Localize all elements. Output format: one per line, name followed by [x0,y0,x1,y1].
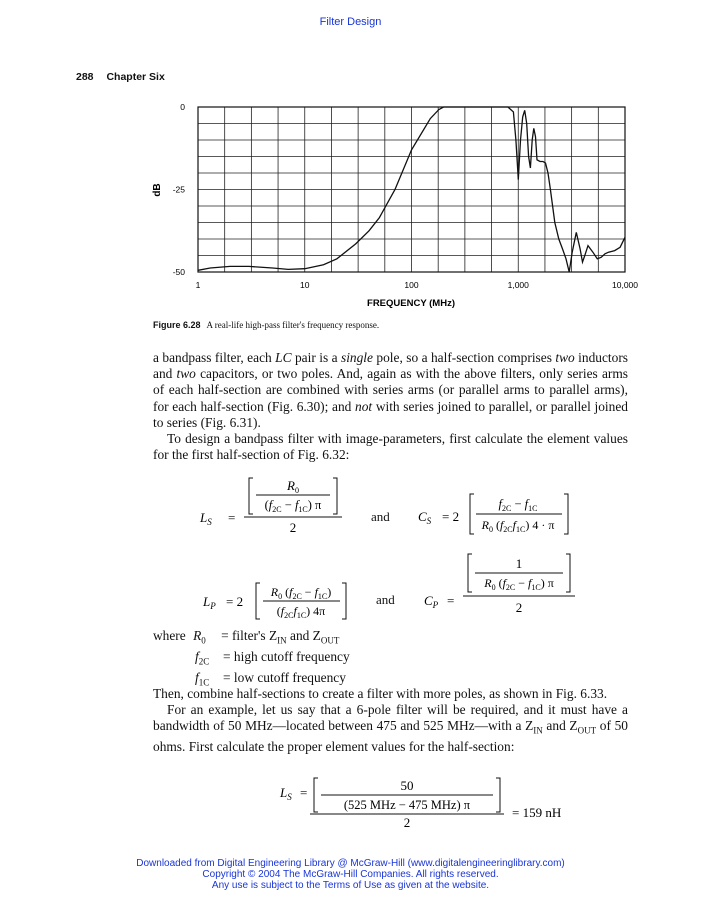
svg-text:= 2: = 2 [226,594,244,609]
svg-text:R0 (f2Cf1C) 4 · π: $R_0$ $(f_{2C}f_{1C}) 4 \cdot \pi$ [481,518,555,534]
svg-text:= 2: = 2 [442,509,460,524]
svg-text:=: = [300,785,308,800]
y-tick-label: -25 [172,184,185,195]
equation-cp [420,548,580,618]
x-tick-label: 10 [300,280,310,290]
footer-terms[interactable]: Any use is subject to the Terms of Use as given at the website. [211,880,490,891]
svg-text:CP: $C_P$ [424,593,439,610]
svg-text:(f2C − f1C) π: $(f_{2C} - f_{1C})$ π [264,498,322,514]
footer-copyright: Copyright © 2004 The McGraw-Hill Companies. All rights reserved. [202,869,499,880]
running-title-link[interactable]: Filter Design [319,16,382,28]
example-denominator: (525 MHz − 475 MHz) π [343,798,471,812]
figure-label: Figure 6.28 [153,320,201,330]
svg-text:R0 (f2C − f1C) π: $R_0$ $(f_{2C} - f_{1C})$ π [484,576,554,592]
example-numerator: 50 [400,778,414,793]
y-tick-label: 0 [180,102,185,112]
equation-ls [200,472,360,540]
x-tick-label: 1 [195,280,201,290]
body-text-block-2 [153,686,628,755]
x-tick-label: 1,000 [507,280,529,290]
chart-grid [198,107,625,272]
svg-text:(f2Cf1C) 4π: $(f_{2C}f_{1C})$ 4π [276,604,326,620]
svg-text:CS: $C_S$ [418,509,432,526]
definition-row: where $R_0$ = filter's $Z_{IN}$ and $Z_{OUT}$ [153,628,340,646]
page-number: 288 [76,71,94,83]
equation-lp [200,580,360,624]
figure-caption [153,320,379,330]
page-header [76,71,165,83]
svg-text:LS: $L_S$ [280,785,292,802]
svg-text:2: 2 [515,600,523,615]
definition-row: $f_{1C}$ = low cutoff frequency [195,670,346,689]
x-axis-label: FREQUENCY (MHz) [367,298,455,309]
svg-text:=: = [447,593,455,608]
svg-text:f2C − f1C: $f_{2C} - f_{1C}$ [498,497,538,513]
svg-text:1: 1 [515,556,523,571]
paragraph: a bandpass filter, each LC pair is a single pole, so a half-section comprises two inductors and two capacitors, or two poles. And, again as with the above filters, only series arms of each half-section are combined with series arms (or parallel arms to parallel arms), for each half-section (Fig. 6.30); and not with series joined to parallel, or parallel joined to series (Fig. 6.31). [153,350,628,430]
svg-text:=: = [228,510,236,525]
svg-text:R0 (f2C − f1C): $R_0$ $(f_{2C} - f_{1C})$ [270,585,332,601]
y-tick-labels [173,102,186,277]
paragraph: To design a bandpass filter with image-parameters, first calculate the element values for the first half-section of Fig. 6.32: [153,431,628,463]
paragraph: Then, combine half-sections to create a filter with more poles, as shown in Fig. 6.33. [153,686,608,701]
x-tick-label: 100 [404,280,419,290]
example-result: = 159 nH [512,805,562,820]
chapter-title: Chapter Six [106,71,165,83]
x-tick-labels [196,280,639,290]
paragraph: For an example, let us say that a 6-pole filter will be required, and it must have a bandwidth of 50 MHz—located between 475 and 525 MHz—with a $Z_{IN}$ and $Z_{OUT}$ of 50 ohms. First calculate the proper element values for the half-section: [153,702,628,755]
definitions [153,628,350,692]
y-axis-label: dB [152,183,163,197]
body-text-block-1 [153,350,628,463]
equation-example [278,772,588,832]
definition-row: $f_{2C}$ = high cutoff frequency [195,649,350,667]
svg-text:LP: $L_P$ [203,594,216,611]
svg-text:2: 2 [289,520,297,535]
equation-and-2: and [376,592,395,607]
footer [0,858,701,891]
svg-text:R0: $R_0$ [287,478,299,495]
frequency-response-chart [150,100,638,315]
example-two: 2 [403,815,411,830]
y-tick-label: -50 [172,267,185,277]
figure-caption-text: A real-life high-pass filter's frequency response. [206,320,380,330]
svg-text:LS: $L_S$ [200,510,212,527]
x-tick-label: 10,000 [612,280,638,290]
footer-link[interactable]: Downloaded from Digital Engineering Library @ McGraw-Hill (www.digitalengineeringlibrary.com) [136,858,565,869]
equation-and-1: and [371,509,390,524]
equation-cs [418,490,588,536]
